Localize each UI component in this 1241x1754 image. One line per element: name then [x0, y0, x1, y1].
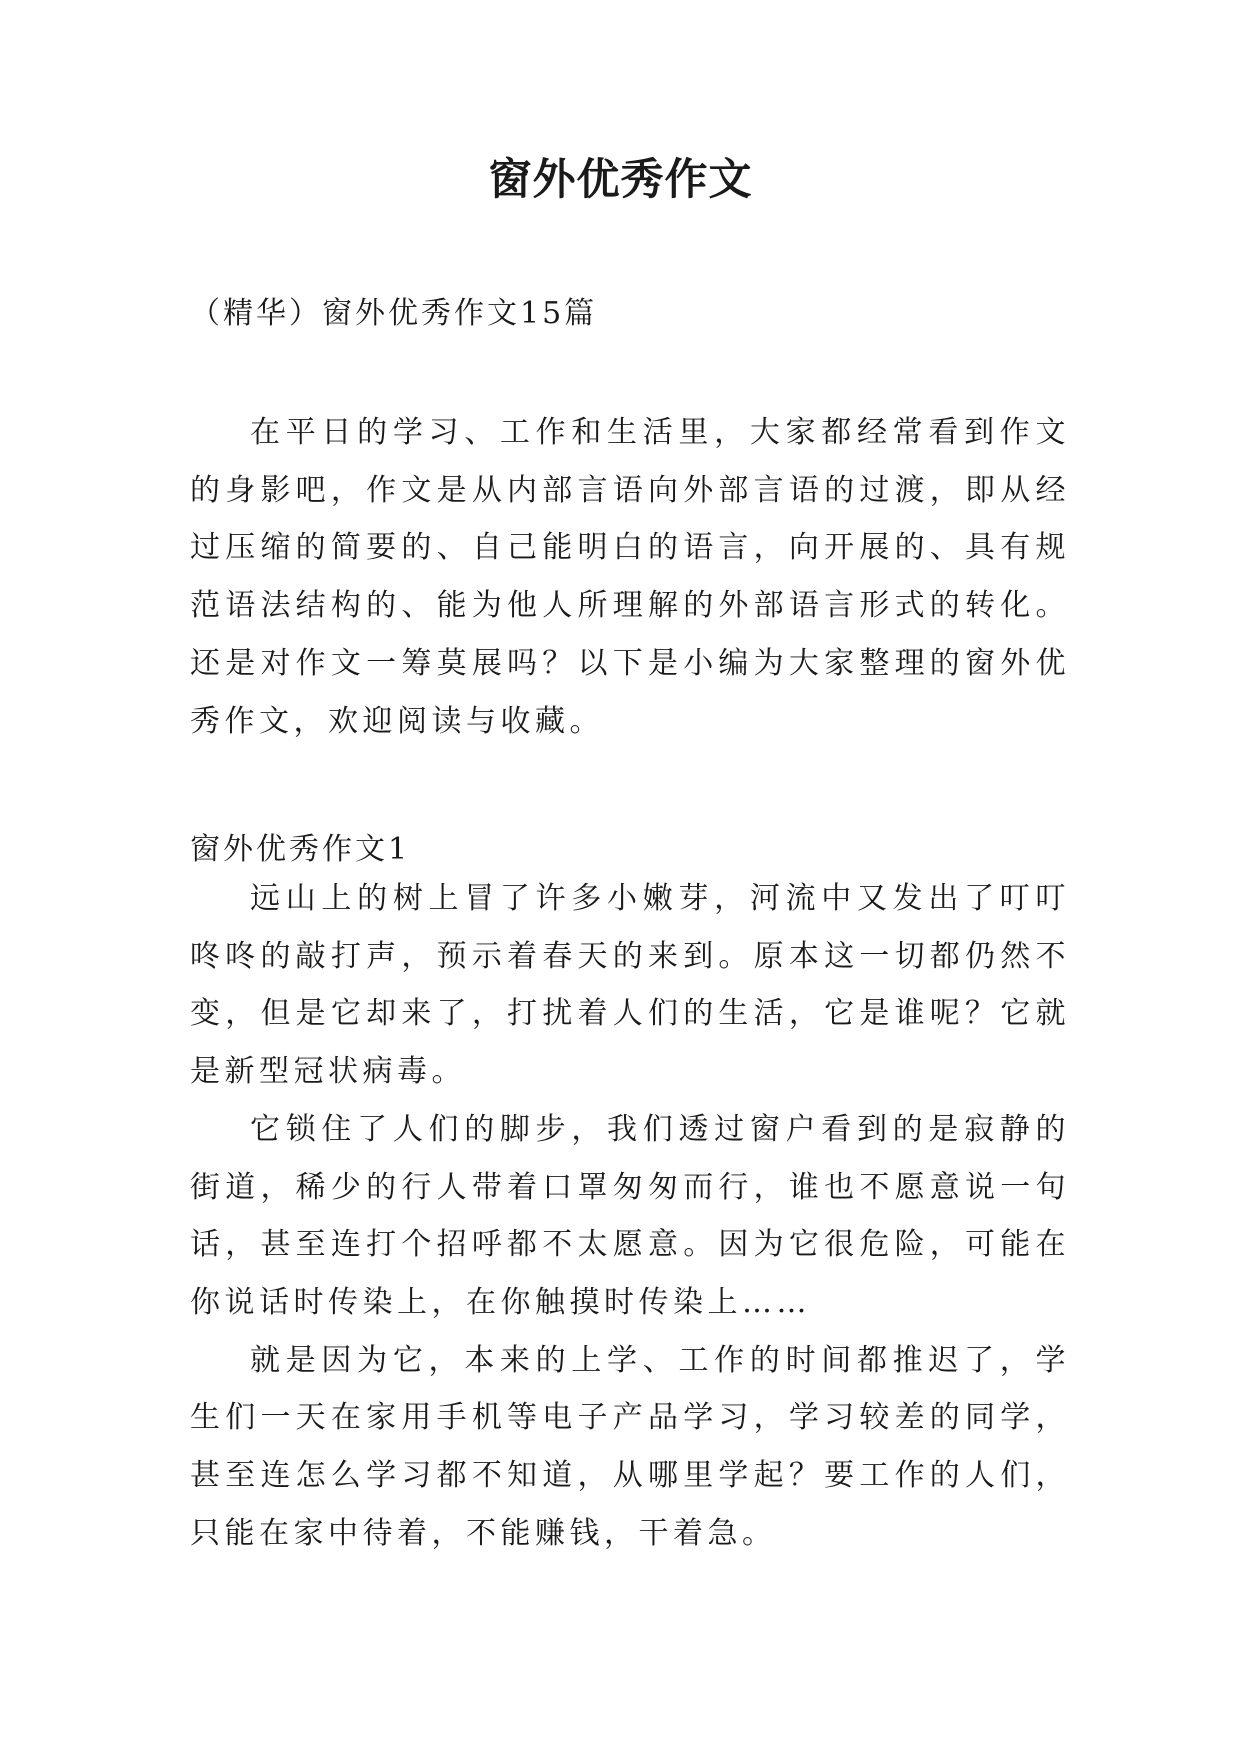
intro-paragraph: 在平日的学习、工作和生活里，大家都经常看到作文的身影吧，作文是从内部言语向外部言语的过渡，即从经过压缩的简要的、自己能明白的语言，向开展的、具有规范语法结构的、能为他人所理解的外部语言形式的转化。还是对作文一筹莫展吗？以下是小编为大家整理的窗外优秀作文，欢迎阅读与收藏。: [190, 415, 1070, 739]
essay-body: [190, 870, 1070, 1562]
document-title: 窗外优秀作文: [488, 155, 753, 205]
essay-paragraph: 它锁住了人们的脚步，我们透过窗户看到的是寂静的街道，稀少的行人带着口罩匆匆而行，谁也不愿意说一句话，甚至连打个招呼都不太愿意。因为它很危险，可能在你说话时传染上，在你触摸时传染上……: [190, 1111, 1070, 1320]
essay-paragraph: 远山上的树上冒了许多小嫩芽，河流中又发出了叮叮咚咚的敲打声，预示着春天的来到。原本这一切都仍然不变，但是它却来了，打扰着人们的生活，它是谁呢？它就是新型冠状病毒。: [190, 881, 1070, 1090]
section-heading: 窗外优秀作文1: [190, 832, 411, 867]
essay-paragraph: 就是因为它，本来的上学、工作的时间都推迟了，学生们一天在家用手机等电子产品学习，学习较差的同学，甚至连怎么学习都不知道，从哪里学起？要工作的人们，只能在家中待着，不能赚钱，干着急。: [190, 1342, 1070, 1551]
intro-section: [190, 404, 1070, 750]
document-subtitle: （精华）窗外优秀作文15篇: [190, 296, 598, 331]
